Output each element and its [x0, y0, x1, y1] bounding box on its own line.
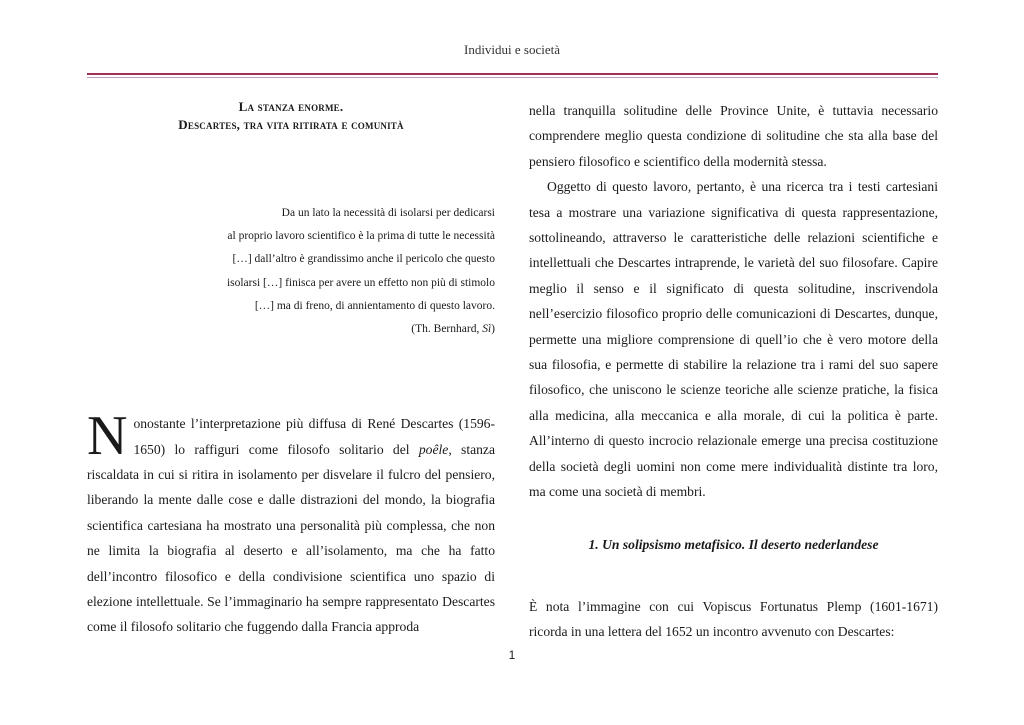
running-header: Individui e società — [463, 42, 561, 57]
header-rule — [87, 73, 938, 75]
epigraph-line: al proprio lavoro scientifico è la prima di tutte le necessità — [227, 230, 495, 243]
paragraph: Oggetto di questo lavoro, pertanto, è una ricerca tra i testi cartesiani tesa a mostrare una variazione significativa di questa rappresentazione, sottolineando, attraverso le caratteristiche delle relazioni scientifiche e intellettuali che Descartes intraprende, le varietà del suo filosofare. Capire meglio il senso e il significato di questa solitudine, inscrivendola nell’esercizio filosofico proprio delle comunicazioni di Descartes, dunque, permette una migliore comprensione di quell’io che è vero motore della sua filosofia, e permette di stabilire la relazione tra i rami del suo sapere filosofico, che uniscono le scienze teoriche alle scienze pratiche, la fisica alla medicina, alla meccanica e alla morale, di cui la politica è parte. All’interno di questo incrocio relazionale emerge una precisa costituzione della società degli uomini non come mere individualità distinte tra loro, ma come una società di membri. — [529, 179, 938, 500]
title-line-2: Descartes, tra vita ritirata e comunità — [178, 117, 404, 132]
epigraph-citation — [87, 318, 495, 341]
page-number: 1 — [508, 648, 516, 662]
title-line-1: La stanza enorme. — [238, 99, 344, 114]
paragraph-text: , stanza riscaldata in cui si ritira in isolamento per disvelare il fulcro del pensiero, liberando la mente dalle cose e dalle distrazioni del mondo, la biografia scientifica cartesiana ha mostrato una personalità più complessa, che non ne limita la biografia al deserto e all’isolamento, ma che ha fatto dell’incontro filosofico e della condivisione scientifica uno spazio di elezione intellettuale. Se l’immaginario ha sempre rappresentato Descartes come il filosofo solitario che fuggendo dalla Francia approda — [87, 441, 495, 635]
section-heading: 1. Un solipsismo metafisico. Il deserto nederlandese — [588, 536, 879, 552]
paragraph: nella tranquilla solitudine delle Province Unite, è tuttavia necessario comprendere meglio questa condizione di solitudine che sta alla base del pensiero filosofico e scientifico della modernità stessa. — [529, 103, 938, 169]
paragraph-text: onostante l’interpretazione più diffusa di René Descartes (1596-1650) lo raffiguri come filosofo solitario del — [133, 416, 495, 457]
right-column — [529, 98, 938, 645]
epigraph-line: […] dall’altro è grandissimo anche il pericolo che questo — [232, 253, 495, 266]
epigraph-line: Da un lato la necessità di isolarsi per dedicarsi — [281, 207, 495, 219]
left-column — [87, 90, 495, 640]
epigraph-close: ) — [491, 323, 495, 336]
epigraph — [87, 202, 495, 341]
epigraph-author: (Th. Bernhard, — [411, 323, 483, 336]
epigraph-line: […] ma di freno, di annientamento di questo lavoro. — [254, 299, 495, 312]
epigraph-work: Sì — [482, 323, 492, 336]
opening-paragraph — [87, 405, 495, 640]
paragraph: È nota l’immagine con cui Vopiscus Fortunatus Plemp (1601-1671) ricorda in una lettera del 1652 un incontro avvenuto con Descartes: — [529, 598, 938, 640]
drop-cap: N — [87, 405, 128, 468]
article-title — [87, 98, 495, 134]
epigraph-line: isolarsi […] finisca per avere un effetto non più di stimolo — [226, 276, 495, 289]
header-rule-secondary — [87, 77, 938, 78]
emphasis-term: poêle — [418, 441, 449, 457]
